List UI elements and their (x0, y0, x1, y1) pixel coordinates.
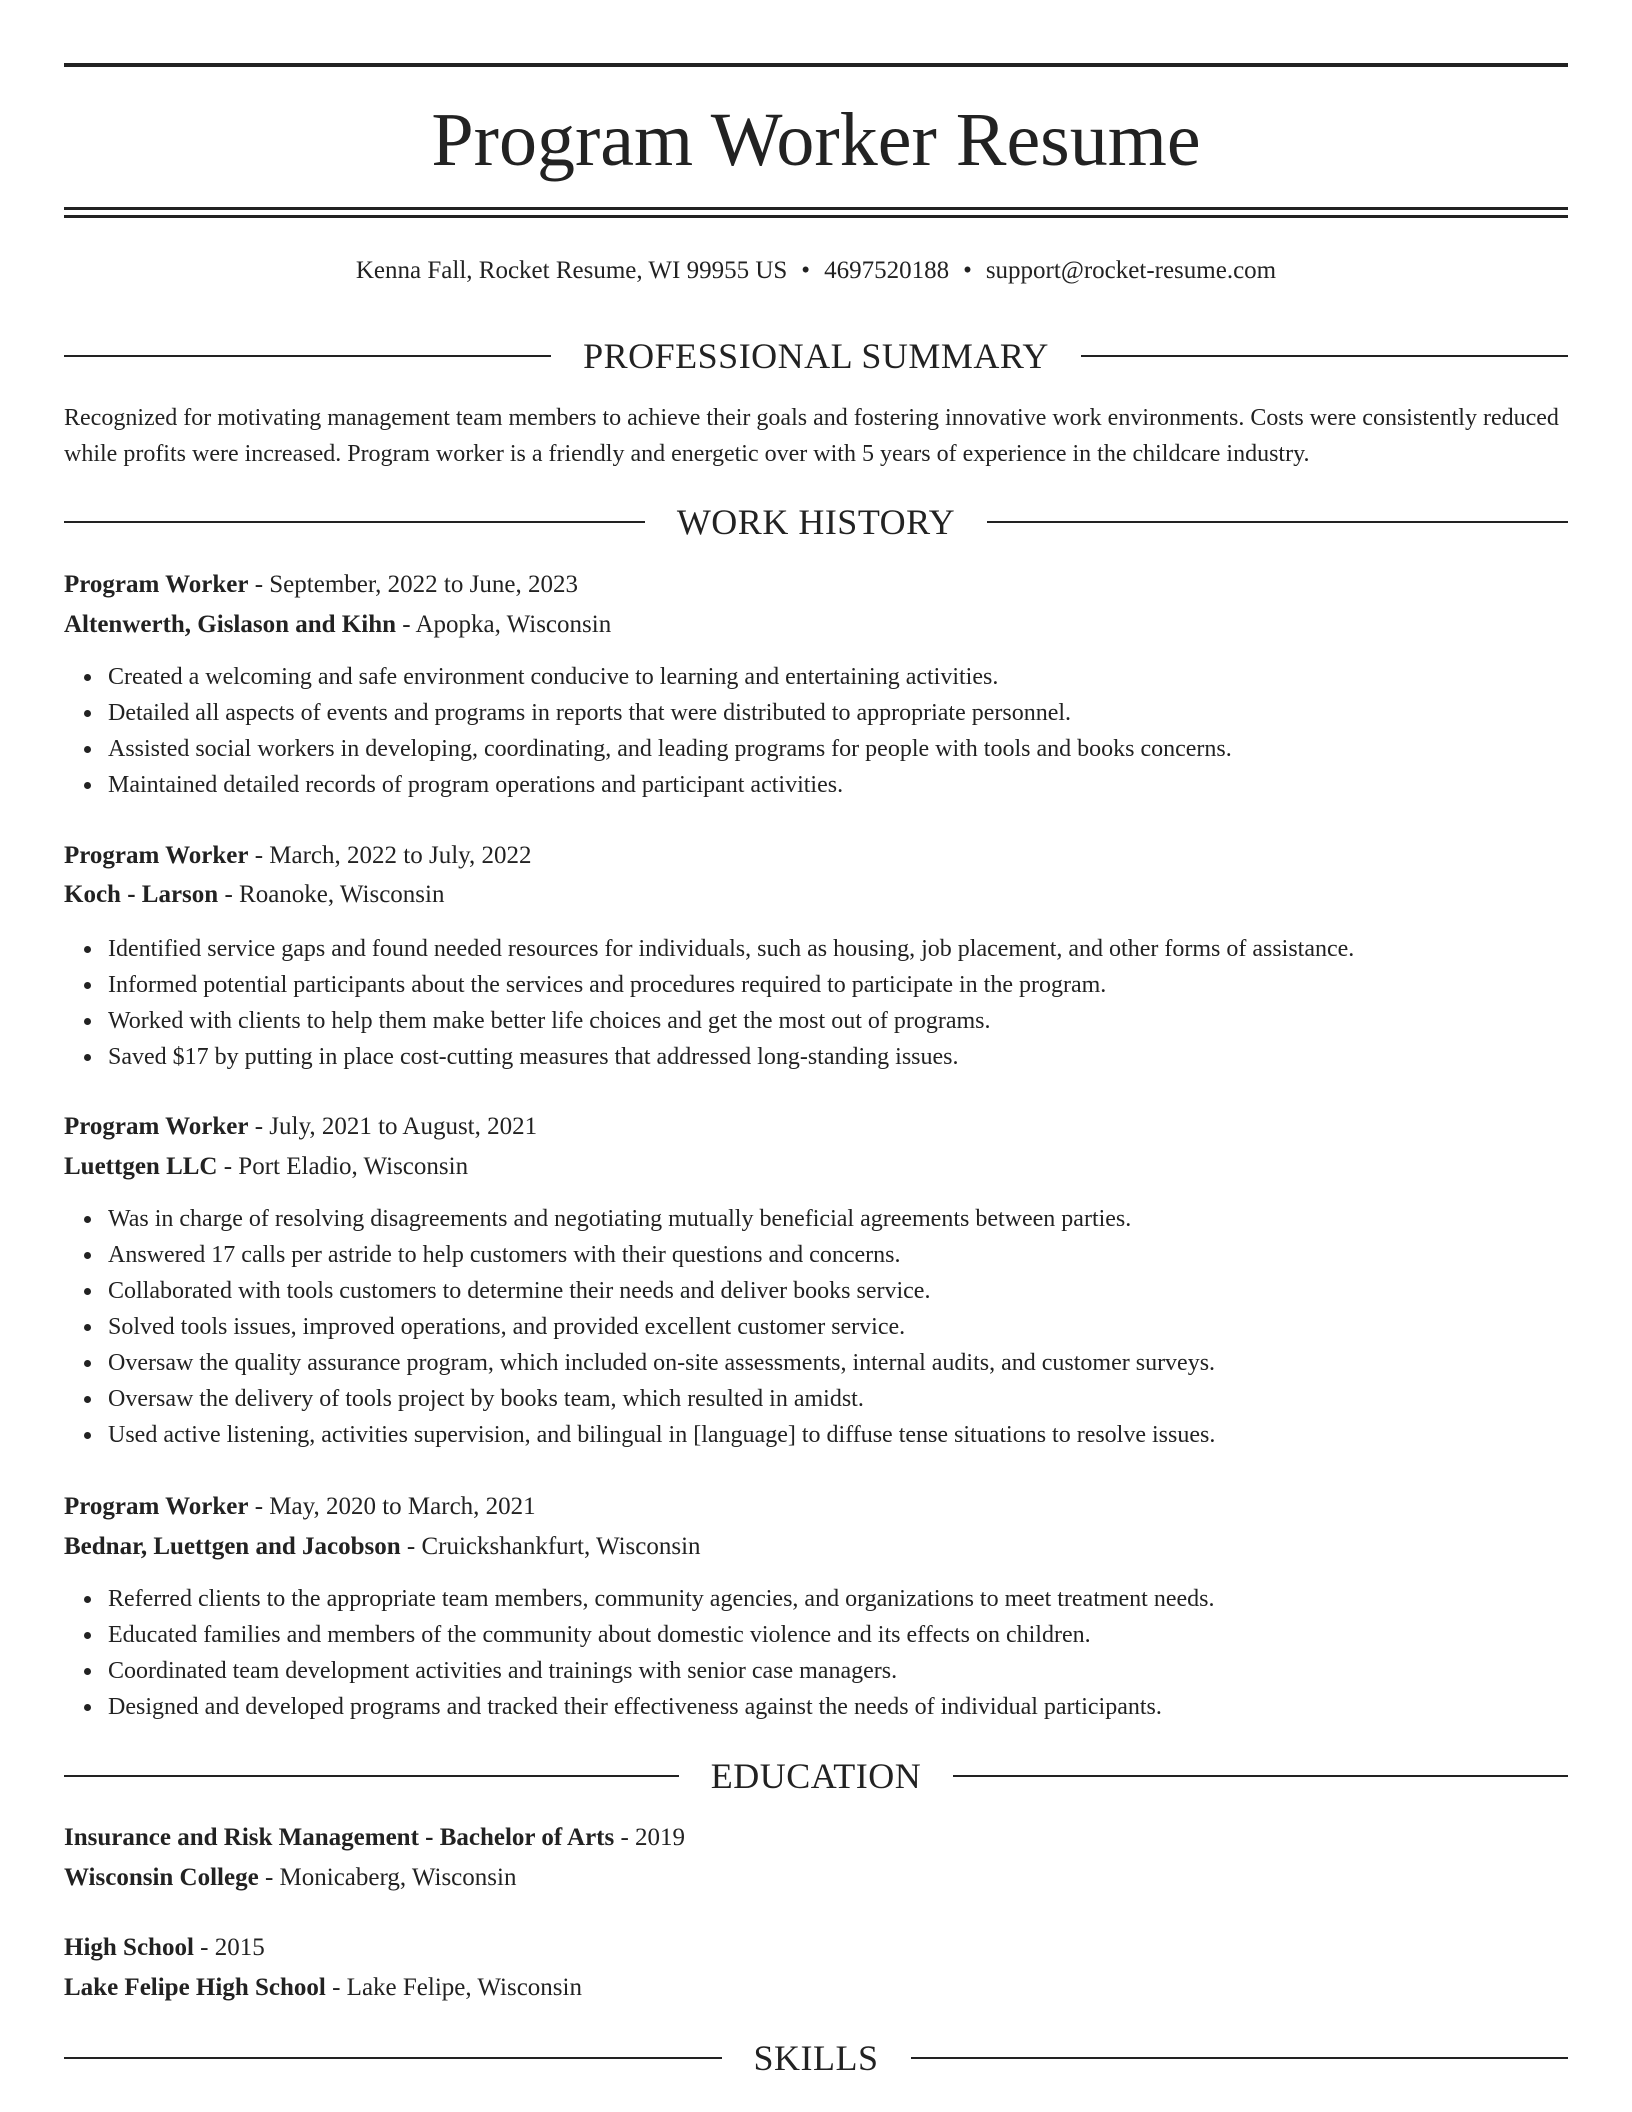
job-bullets (64, 1581, 1612, 1725)
contact-address: Kenna Fall, Rocket Resume, WI 99955 US (355, 257, 788, 284)
job-dates: - July, 2021 to August, 2021 (248, 1113, 538, 1140)
job-bullets (64, 931, 1612, 1075)
job-bullets (64, 1201, 1612, 1453)
job-dates: - March, 2022 to July, 2022 (248, 842, 532, 869)
divider-line (1081, 355, 1568, 357)
divider-line (64, 1775, 679, 1777)
job-title: Program Worker (64, 842, 249, 869)
education-degree: Insurance and Risk Management - Bachelor of Arts (64, 1824, 615, 1851)
job-title-line (64, 1109, 1568, 1145)
job-location: - Cruickshankfurt, Wisconsin (400, 1533, 701, 1560)
title-rule-upper (64, 207, 1568, 210)
list-item: Saved $17 by putting in place cost-cutting measures that addressed long-standing issues. (108, 1039, 1612, 1075)
section-heading-skills (64, 2036, 1568, 2080)
job-company-line (64, 877, 1568, 913)
education-school: Lake Felipe High School (64, 1974, 326, 2001)
contact-line (64, 254, 1568, 288)
education-degree-line (64, 1820, 1568, 1856)
job-title: Program Worker (64, 571, 249, 598)
divider-line (953, 1775, 1568, 1777)
contact-phone: 4697520188 (824, 257, 950, 284)
job-company: Altenwerth, Gislason and Kihn (64, 611, 397, 638)
list-item: Answered 17 calls per astride to help customers with their questions and concerns. (108, 1237, 1612, 1273)
job-location: - Port Eladio, Wisconsin (217, 1153, 469, 1180)
list-item: Detailed all aspects of events and programs in reports that were distributed to appropriate personnel. (108, 695, 1612, 731)
list-item: Coordinated team development activities and trainings with senior case managers. (108, 1653, 1612, 1689)
education-school-line (64, 1970, 1568, 2006)
divider-line (64, 521, 645, 523)
title-rule-lower (64, 215, 1568, 218)
list-item: Solved tools issues, improved operations, and provided excellent customer service. (108, 1309, 1612, 1345)
list-item: Identified service gaps and found needed resources for individuals, such as housing, job placement, and other forms of assistance. (108, 931, 1612, 967)
education-school-line (64, 1860, 1568, 1896)
job-title-line (64, 567, 1568, 603)
job-title-line (64, 838, 1568, 874)
top-rule (64, 63, 1568, 67)
job-title: Program Worker (64, 1113, 249, 1140)
job-company: Koch - Larson (64, 881, 219, 908)
education-degree-line (64, 1930, 1568, 1966)
divider-line (987, 521, 1568, 523)
section-heading-summary (64, 334, 1568, 378)
job-company-line (64, 1149, 1568, 1185)
list-item: Oversaw the quality assurance program, which included on-site assessments, internal audits, and customer surveys. (108, 1345, 1612, 1381)
job-dates: - September, 2022 to June, 2023 (248, 571, 578, 598)
section-title: WORK HISTORY (676, 502, 956, 542)
list-item: Used active listening, activities supervision, and bilingual in [language] to diffuse tense situations to resolve issues. (108, 1417, 1612, 1453)
job-company-line (64, 607, 1568, 643)
job-title-line (64, 1489, 1568, 1525)
list-item: Informed potential participants about the services and procedures required to participate in the program. (108, 967, 1612, 1003)
education-year: - 2019 (614, 1824, 686, 1851)
job-location: - Apopka, Wisconsin (396, 611, 612, 638)
education-year: - 2015 (193, 1934, 265, 1961)
section-title: SKILLS (753, 2038, 879, 2078)
divider-line (64, 355, 551, 357)
section-heading-work-history (64, 500, 1568, 544)
list-item: Maintained detailed records of program operations and participant activities. (108, 767, 1612, 803)
list-item: Referred clients to the appropriate team members, community agencies, and organizations to meet treatment needs. (108, 1581, 1612, 1617)
education-location: - Monicaberg, Wisconsin (258, 1864, 517, 1891)
list-item: Was in charge of resolving disagreements and negotiating mutually beneficial agreements between parties. (108, 1201, 1612, 1237)
education-degree: High School (64, 1934, 194, 1961)
education-location: - Lake Felipe, Wisconsin (325, 1974, 582, 2001)
list-item: Worked with clients to help them make better life choices and get the most out of programs. (108, 1003, 1612, 1039)
list-item: Assisted social workers in developing, coordinating, and leading programs for people with tools and books concerns. (108, 731, 1612, 767)
list-item: Created a welcoming and safe environment conducive to learning and entertaining activities. (108, 659, 1612, 695)
job-location: - Roanoke, Wisconsin (218, 881, 445, 908)
job-bullets (64, 659, 1612, 803)
list-item: Designed and developed programs and tracked their effectiveness against the needs of individual participants. (108, 1689, 1612, 1725)
job-company: Luettgen LLC (64, 1153, 218, 1180)
contact-email: support@rocket-resume.com (985, 257, 1277, 284)
job-company: Bednar, Luettgen and Jacobson (64, 1533, 401, 1560)
section-title: EDUCATION (710, 1756, 922, 1796)
section-heading-education (64, 1754, 1568, 1798)
divider-line (911, 2057, 1569, 2059)
job-title: Program Worker (64, 1493, 249, 1520)
contact-separator: • (801, 257, 811, 284)
summary-text: Recognized for motivating management team members to achieve their goals and fostering innovative work environments. Costs were consistently reduced while profits were increased. Program worker is a friendly and energetic over with 5 years of experience in the childcare industry. (64, 405, 1559, 467)
list-item: Oversaw the delivery of tools project by books team, which resulted in amidst. (108, 1381, 1612, 1417)
list-item: Educated families and members of the community about domestic violence and its effects on children. (108, 1617, 1612, 1653)
divider-line (64, 2057, 722, 2059)
job-dates: - May, 2020 to March, 2021 (248, 1493, 536, 1520)
contact-separator: • (963, 257, 972, 284)
education-school: Wisconsin College (64, 1864, 259, 1891)
resume-title: Program Worker Resume (431, 98, 1201, 182)
job-company-line (64, 1529, 1568, 1565)
section-title: PROFESSIONAL SUMMARY (583, 336, 1049, 376)
list-item: Collaborated with tools customers to determine their needs and deliver books service. (108, 1273, 1612, 1309)
